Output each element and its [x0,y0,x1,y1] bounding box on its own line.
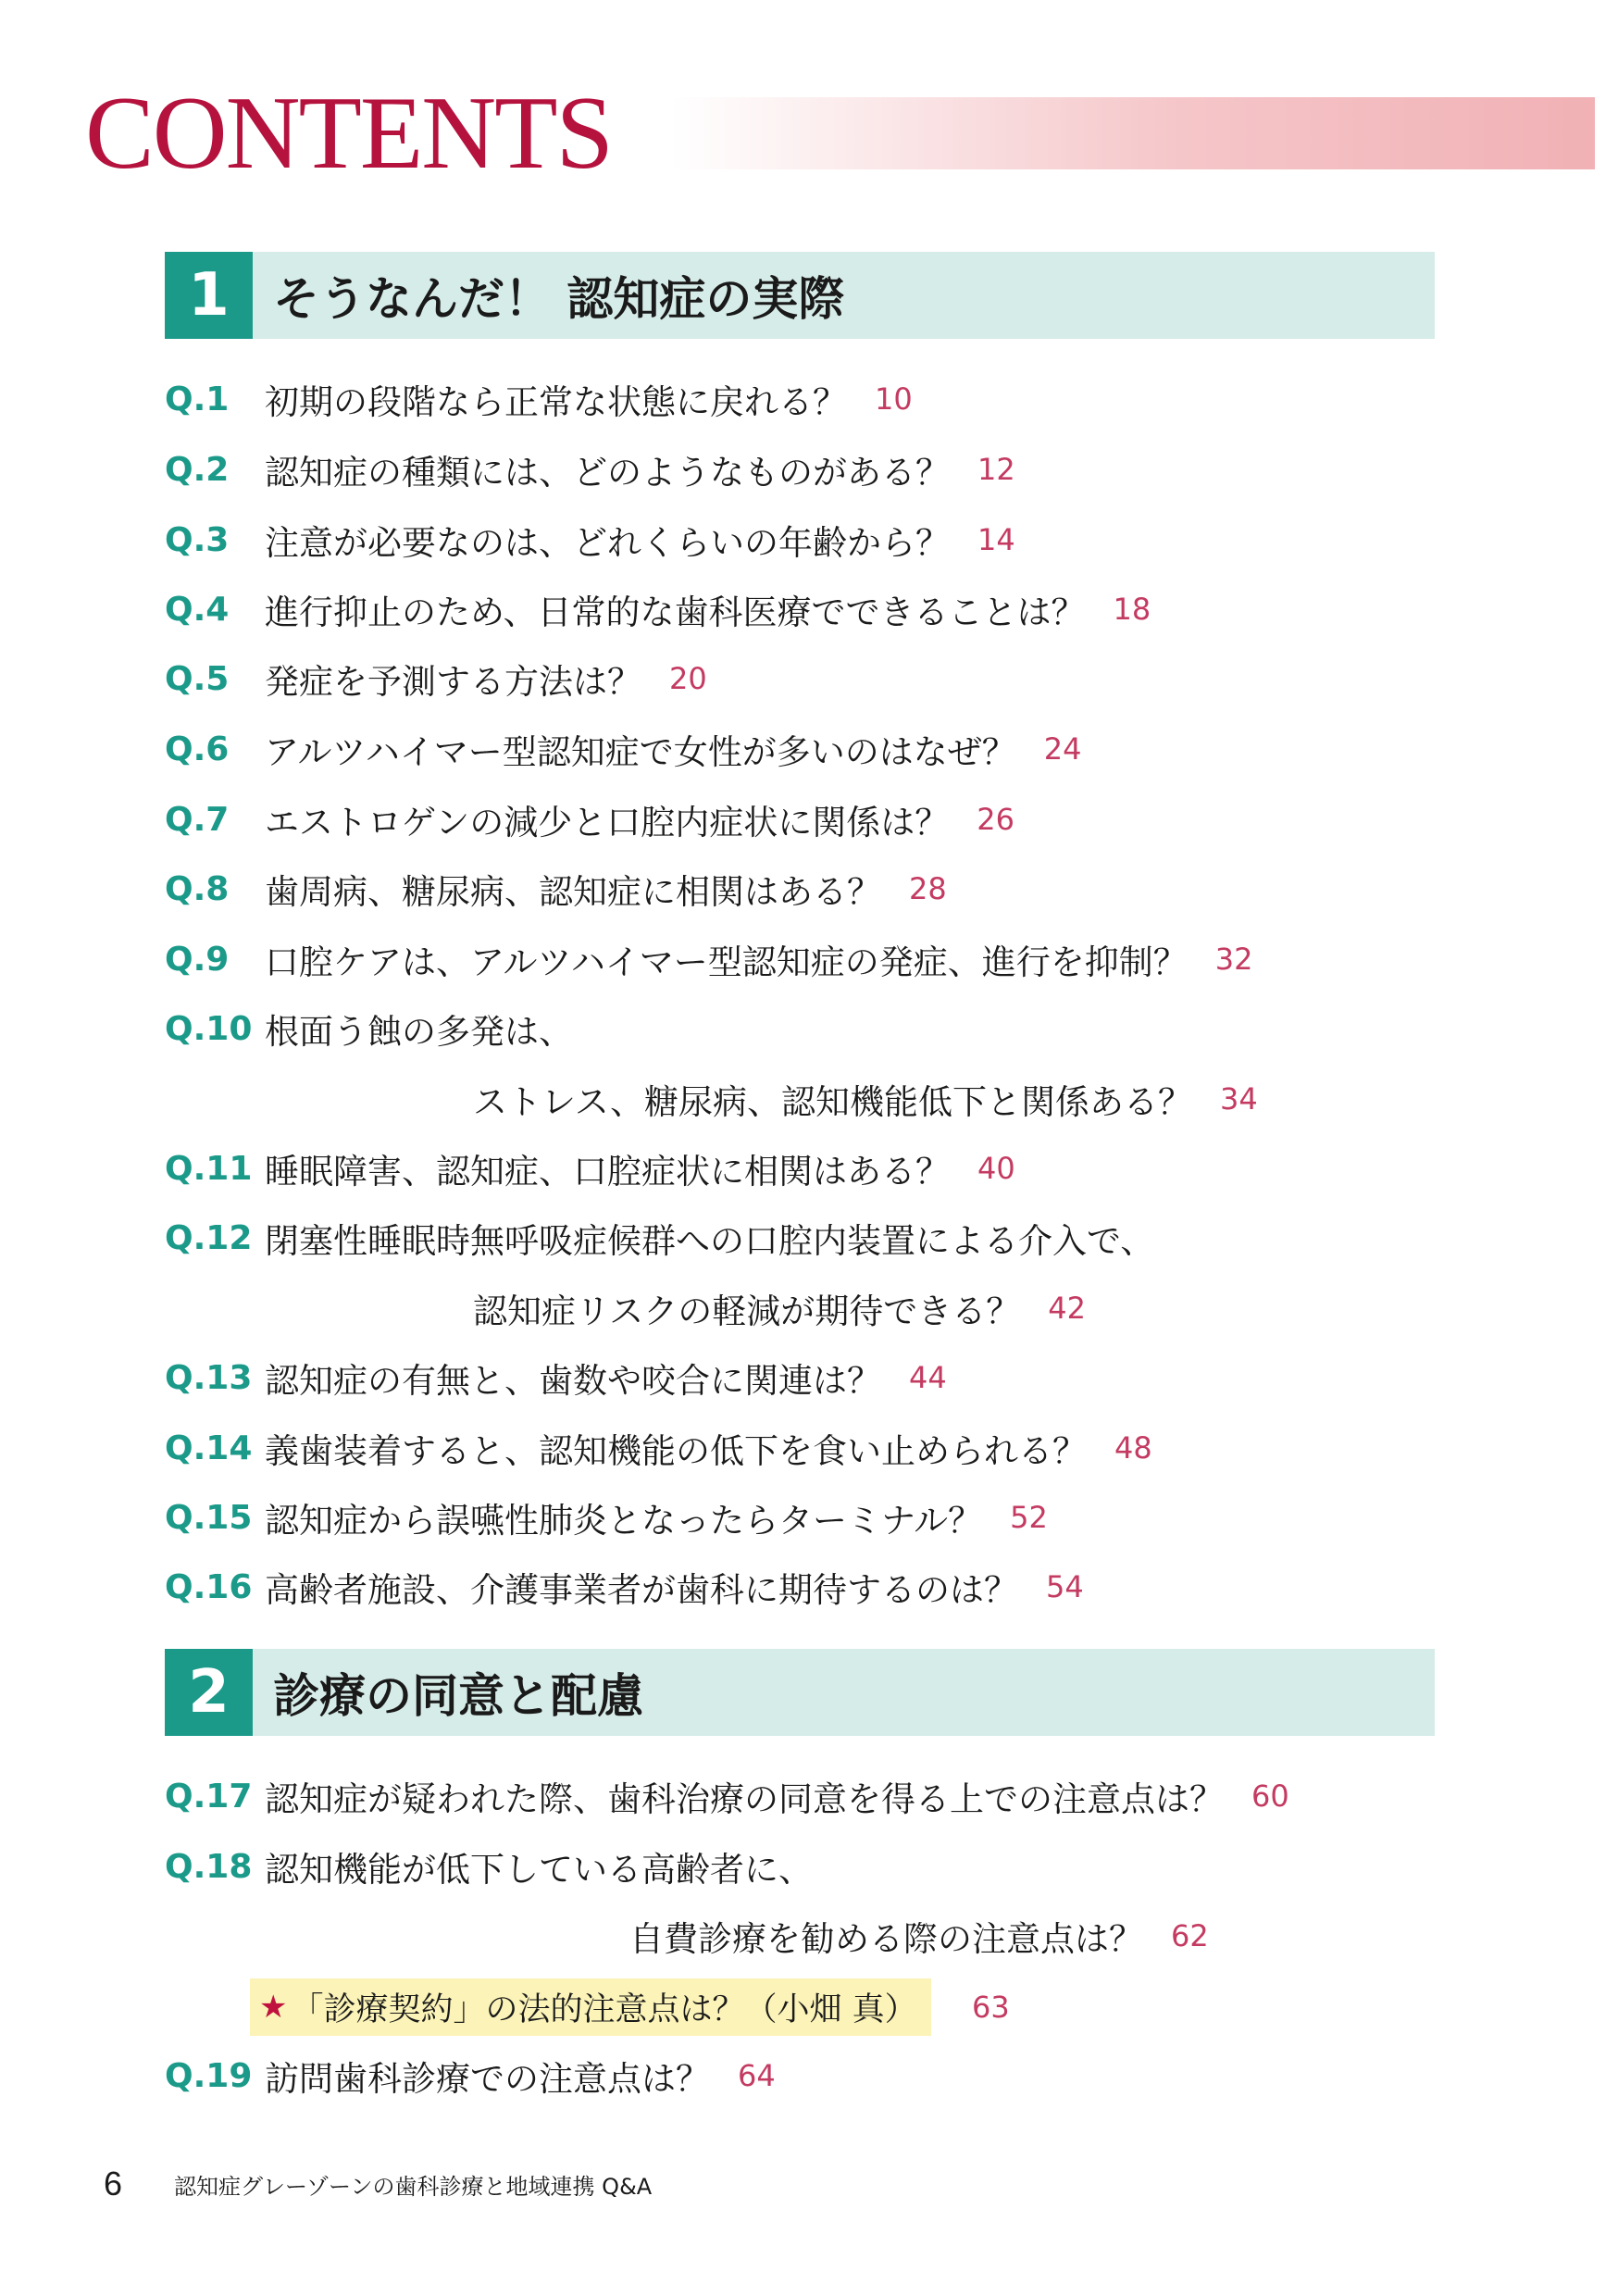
question-text: 認知機能が低下している高齢者に、 [265,1850,813,1890]
question-text: エストロゲンの減少と口腔内症状に関係は？ [265,803,950,842]
question-text: 閉塞性睡眠時無呼吸症候群への口腔内装置による介入で、 [265,1221,1155,1261]
page-number: 54 [1046,1569,1084,1604]
page-number: 26 [977,802,1014,837]
question-text-continued: 自費診療を勧める際の注意点は？ [629,1919,1143,1959]
toc-item-q4[interactable] [165,581,1479,637]
toc-item-q17[interactable] [165,1768,1479,1824]
question-text: アルツハイマー型認知症で女性が多いのはなぜ？ [265,732,1016,772]
question-text: 認知症から誤嚥性肺炎となったらターミナル？ [265,1501,983,1541]
toc-item-q9[interactable] [165,931,1479,987]
page-number: 24 [1043,731,1082,767]
question-text: 注意が必要なのは、どれくらいの年齢から？ [265,523,950,563]
toc-item-q11[interactable] [165,1141,1479,1196]
toc-item-q13[interactable] [165,1350,1479,1405]
toc-item-q15[interactable] [165,1490,1479,1545]
question-number: Q.17 [165,1777,253,1816]
page-number: 52 [1010,1500,1048,1535]
page-number: 28 [909,871,947,906]
question-text: 睡眠障害、認知症、口腔症状に相関はある？ [265,1152,950,1192]
column-note-page-number: 63 [972,1990,1010,2025]
page-number: 32 [1214,942,1253,977]
chapter-title: 診療の同意と配慮 [273,1669,643,1723]
toc-item-q10-continuation[interactable] [473,1071,1258,1127]
page-number: 62 [1171,1918,1209,1953]
page-number: 10 [875,381,913,417]
question-number: Q.2 [165,450,230,489]
toc-item-q2[interactable] [165,442,1479,497]
page-number: 64 [738,2058,776,2093]
question-text-continued: ストレス、糖尿病、認知機能低下と関係ある？ [473,1082,1192,1122]
page-number: 48 [1114,1430,1152,1466]
page-number: 40 [977,1151,1015,1186]
question-number: Q.15 [165,1498,253,1537]
question-text: 高齢者施設、介護事業者が歯科に期待するのは？ [265,1570,1018,1610]
page-number: 14 [977,522,1015,557]
question-text: 認知症の有無と、歯数や咬合に関連は？ [265,1361,881,1401]
question-number: Q.16 [165,1567,253,1606]
question-text: 進行抑止のため、日常的な歯科医療でできることは？ [265,593,1086,632]
page-title: CONTENTS [85,76,612,191]
toc-item-q19[interactable] [165,2048,1479,2103]
page-number: 34 [1220,1081,1258,1117]
toc-item-q18[interactable] [165,1839,1479,1894]
chapter-title: そうなんだ！ 認知症の実際 [273,272,845,326]
page-number: 42 [1048,1291,1086,1326]
toc-item-q14[interactable] [165,1420,1479,1476]
toc-item-q10[interactable] [165,1001,1479,1056]
page-number: 18 [1113,592,1151,627]
question-number: Q.7 [165,800,230,839]
star-icon: ★ [259,1989,288,2026]
question-number: Q.3 [165,520,230,559]
question-number: Q.8 [165,869,230,908]
toc-item-q18-continuation[interactable] [629,1908,1209,1964]
page-number: 60 [1251,1778,1289,1814]
question-text: 認知症の種類には、どのようなものがある？ [265,453,950,493]
page-number: 44 [909,1360,947,1395]
question-number: Q.5 [165,659,230,698]
toc-item-q12-continuation[interactable] [473,1280,1086,1336]
running-footer-book-title: 認知症グレーゾーンの歯科診療と地域連携 Q&A [174,2174,653,2200]
column-note-highlight[interactable] [250,1978,931,2036]
title-decoration-band [671,97,1595,169]
toc-item-q5[interactable] [165,651,1479,706]
question-text: 根面う蝕の多発は、 [265,1012,573,1052]
question-number: Q.10 [165,1009,253,1048]
toc-item-q16[interactable] [165,1559,1479,1615]
toc-item-q8[interactable] [165,861,1479,917]
chapter-number: 2 [165,1649,253,1736]
question-number: Q.6 [165,730,230,768]
question-number: Q.12 [165,1218,253,1257]
column-note-text: 「診療契約」の法的注意点は？（小畑 真） [291,1991,917,2028]
question-number: Q.4 [165,590,230,629]
toc-item-q1[interactable] [165,371,1479,427]
question-number: Q.19 [165,2056,253,2095]
question-text: 初期の段階なら正常な状態に戻れる？ [265,382,847,422]
question-text: 認知症が疑われた際、歯科治療の同意を得る上での注意点は？ [265,1779,1224,1819]
question-number: Q.14 [165,1429,253,1467]
question-number: Q.1 [165,380,230,418]
question-text: 発症を予測する方法は？ [265,662,641,702]
chapter-1-header [165,252,1435,339]
toc-item-q12[interactable] [165,1210,1479,1266]
question-number: Q.11 [165,1149,253,1188]
question-text-continued: 認知症リスクの軽減が期待できる？ [473,1292,1021,1331]
question-number: Q.18 [165,1847,253,1886]
folio-page-number: 6 [104,2165,123,2202]
toc-item-q6[interactable] [165,721,1479,777]
toc-item-q7[interactable] [165,792,1479,847]
page-number: 20 [669,661,707,696]
question-text: 歯周病、糖尿病、認知症に相関はある？ [265,872,881,912]
question-text: 義歯装着すると、認知機能の低下を食い止められる？ [265,1431,1087,1471]
question-text: 口腔ケアは、アルツハイマー型認知症の発症、進行を抑制？ [265,942,1188,982]
page-number: 12 [977,452,1015,487]
chapter-2-header [165,1649,1435,1736]
toc-item-q3[interactable] [165,512,1479,568]
question-number: Q.9 [165,940,230,979]
question-text: 訪問歯科診療での注意点は？ [265,2059,710,2099]
chapter-number: 1 [165,252,253,339]
question-number: Q.13 [165,1358,253,1397]
